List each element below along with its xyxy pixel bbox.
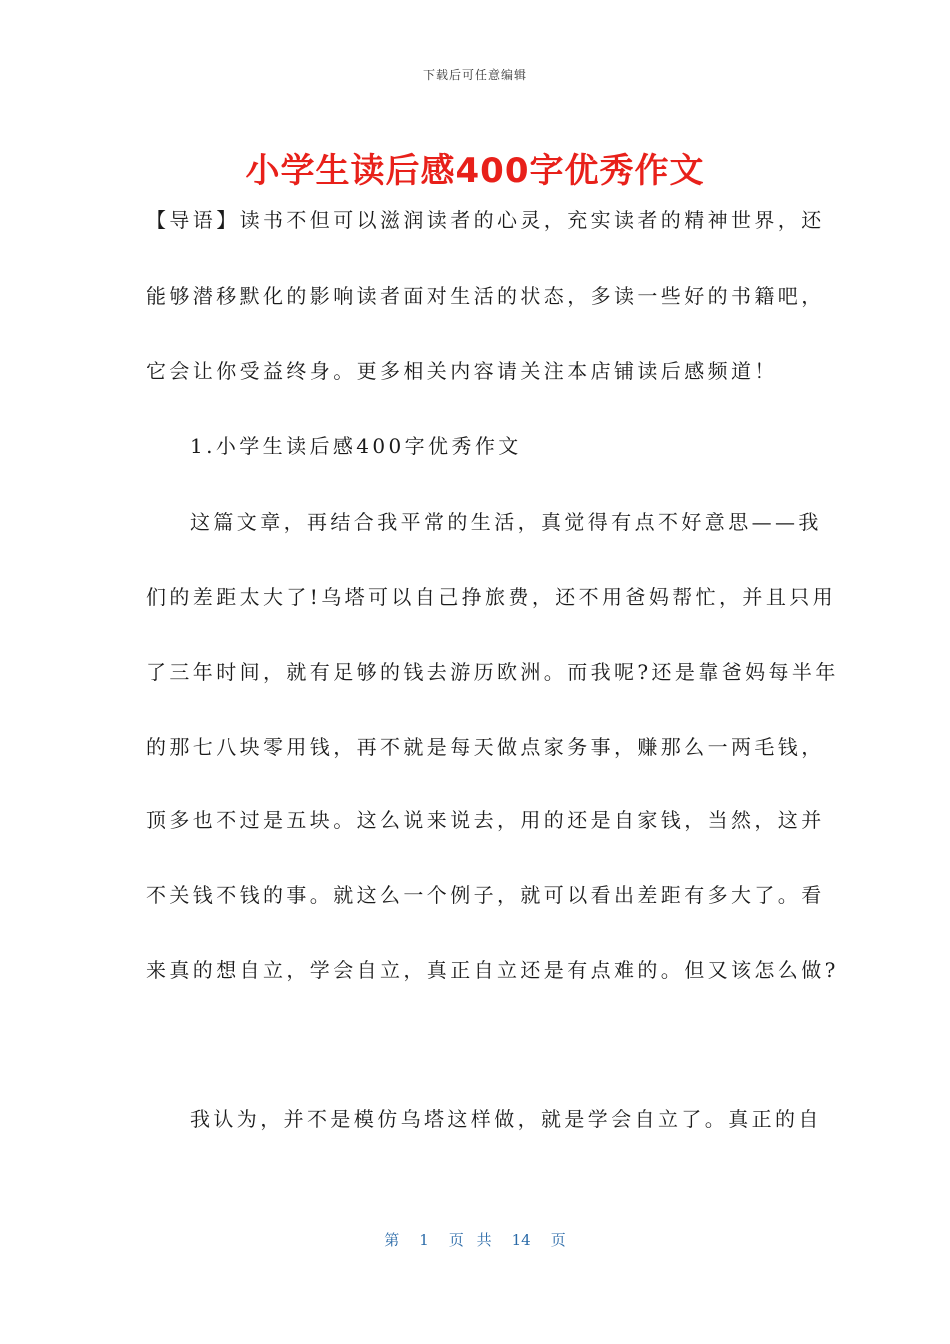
footer-current-page: 1	[419, 1231, 429, 1249]
intro-line-3: 它会让你受益终身。更多相关内容请关注本店铺读后感频道！	[146, 359, 778, 383]
page-footer	[0, 1229, 950, 1250]
footer-middle: 页 共	[448, 1231, 492, 1249]
body-line-2: 们的差距太大了!乌塔可以自己挣旅费，还不用爸妈帮忙，并且只用	[146, 585, 837, 609]
body-line-3: 了三年时间，就有足够的钱去游历欧洲。而我呢?还是靠爸妈每半年	[146, 660, 839, 684]
body-line-4: 的那七八块零用钱，再不就是每天做点家务事，赚那么一两毛钱，	[146, 735, 825, 759]
intro-line-1: 【导语】读书不但可以滋润读者的心灵，充实读者的精神世界，还	[146, 208, 825, 232]
section-heading: 1.小学生读后感400字优秀作文	[190, 434, 522, 458]
footer-prefix: 第	[384, 1231, 400, 1249]
body-line-8: 我认为，并不是模仿乌塔这样做，就是学会自立了。真正的自	[190, 1107, 822, 1131]
footer-suffix: 页	[550, 1231, 566, 1249]
body-line-6: 不关钱不钱的事。就这么一个例子，就可以看出差距有多大了。看	[146, 883, 825, 907]
intro-line-2: 能够潜移默化的影响读者面对生活的状态，多读一些好的书籍吧，	[146, 284, 825, 308]
body-line-5: 顶多也不过是五块。这么说来说去，用的还是自家钱，当然，这并	[146, 808, 825, 832]
page-header: 下载后可任意编辑	[422, 68, 527, 82]
document-title: 小学生读后感400字优秀作文	[245, 151, 705, 191]
body-line-7: 来真的想自立，学会自立，真正自立还是有点难的。但又该怎么做?	[146, 958, 839, 982]
footer-total-pages: 14	[511, 1231, 531, 1249]
body-line-1: 这篇文章，再结合我平常的生活，真觉得有点不好意思——我	[190, 510, 822, 534]
